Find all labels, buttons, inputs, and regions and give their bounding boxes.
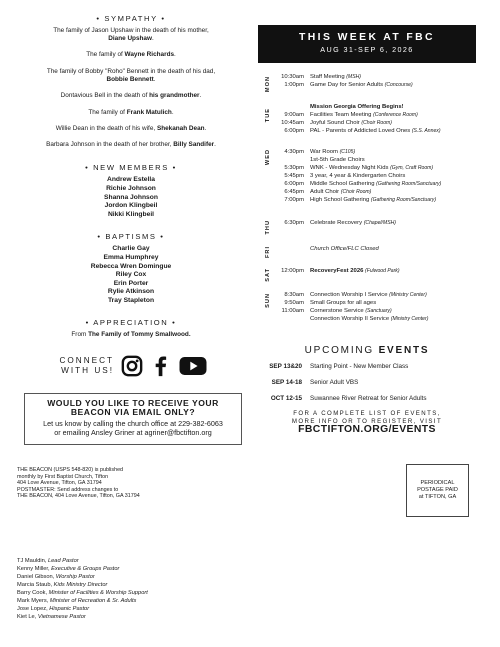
staff-name: Daniel Gibson, (17, 574, 56, 580)
sympathy-item (16, 125, 246, 133)
sympathy-punct: . (151, 35, 154, 42)
staff-name: Kiet Le, (17, 614, 38, 620)
sympathy-title: • SYMPATHY • (96, 14, 166, 23)
staff-item (17, 613, 148, 621)
event-time (274, 157, 310, 164)
sympathy-item (16, 27, 246, 43)
schedule-event (274, 149, 474, 156)
event-time: 6:00pm (284, 128, 304, 134)
email-box-line[interactable]: or emailing Ansley Griner at agriner@fbctifton.org (54, 427, 212, 437)
staff-role: Vietnamese Pastor (37, 614, 86, 620)
sympathy-punct: . (204, 124, 207, 132)
staff-name: TJ Mauldin, (17, 558, 48, 564)
schedule-event (274, 165, 474, 172)
list-item: Shanna Johnson (104, 193, 158, 201)
appreciation-title: • APPRECIATION • (85, 318, 177, 328)
event-time: 9:50am (284, 300, 304, 306)
schedule-event (274, 197, 474, 204)
list-item: Nikki Klingbeil (107, 210, 155, 218)
instagram-icon[interactable] (121, 355, 143, 377)
event-desc: 1st-5th Grade Choirs (310, 157, 365, 163)
sympathy-punct: . (214, 141, 216, 149)
connect-label-line: CONNECT (59, 356, 114, 365)
week-title: THIS WEEK AT FBC (299, 32, 435, 43)
event-location: (Choir Room) (361, 120, 392, 126)
event-desc: PAL - Parents of Addicted Loved Ones (310, 128, 412, 134)
publication-line: POSTMASTER: Send address changes to (17, 486, 119, 493)
upcoming-event: Starting Point - New Member Class (310, 363, 409, 370)
event-time: 6:30pm (284, 220, 304, 226)
event-location: (Ministry Center) (390, 316, 429, 322)
list-item: Richie Johnson (106, 184, 156, 192)
upcoming-item (258, 379, 476, 386)
event-time: 4:30pm (284, 149, 304, 155)
staff-item (17, 557, 148, 565)
postage-line: POSTAGE PAID (417, 487, 458, 493)
event-time: 5:30pm (284, 165, 304, 171)
list-item: Rebecca Wren Domingue (90, 262, 172, 270)
event-time: 5:45pm (284, 173, 304, 179)
list-item: Andrew Estella (107, 176, 155, 184)
event-time: 1:00pm (284, 82, 304, 88)
event-time: 9:00am (284, 112, 304, 118)
day-label-sun: SUN (265, 293, 271, 308)
staff-role: Minister of Recreation & Sr. Adults (49, 598, 137, 604)
event-time: 6:45pm (284, 189, 304, 195)
schedule-event (274, 82, 474, 89)
staff-name: Jose Lopez, (17, 606, 50, 612)
staff-item (17, 581, 148, 589)
event-desc: 3 year, 4 year & Kindergarten Choirs (310, 173, 406, 179)
schedule-event (274, 120, 474, 127)
upcoming-title (258, 345, 476, 356)
staff-role: Lead Pastor (47, 558, 79, 564)
event-location: (Gathering Room/Sanctuary) (370, 197, 437, 203)
sympathy-name: Bobbie Bennett (106, 75, 154, 83)
event-desc: Facilities Team Meeting (310, 112, 374, 118)
schedule-event (274, 268, 474, 275)
sympathy-item (16, 141, 246, 149)
schedule-event (274, 181, 474, 188)
upcoming-date: SEP 13&20 (269, 363, 302, 370)
event-time (274, 246, 310, 253)
staff-item (17, 565, 148, 573)
event-desc: Small Groups for all ages (310, 300, 377, 306)
event-location: Church Office/FLC Closed (310, 246, 379, 252)
list-item: Riley Cox (115, 271, 147, 279)
staff-item (17, 589, 148, 597)
list-item: Rylie Atkinson (107, 288, 155, 296)
email-box-text (25, 419, 241, 437)
event-location: (Gym, Craft Room) (390, 165, 434, 171)
schedule-event (274, 292, 474, 299)
staff-role: Executive & Groups Pastor (51, 566, 120, 572)
sympathy-item (16, 51, 246, 59)
upcoming-date: SEP 14-18 (271, 379, 302, 386)
sympathy-list (16, 27, 246, 149)
event-time: 6:00pm (284, 181, 304, 187)
event-desc: Joyful Sound Choir (310, 120, 362, 126)
day-label-sat: SAT (265, 268, 271, 282)
event-location: (Fulwood Park) (365, 268, 400, 274)
staff-role: Hispanic Pastor (49, 606, 90, 612)
sympathy-text: Dontavious Bell in the death of (60, 92, 150, 100)
event-time: 12:00pm (281, 268, 304, 274)
staff-list (17, 557, 148, 621)
event-desc: Celebrate Recovery (310, 220, 364, 226)
facebook-icon[interactable] (150, 355, 172, 377)
sympathy-punct: . (153, 75, 156, 83)
list-item: Tray Stapleton (107, 296, 155, 304)
event-desc: Cornerstone Service (310, 308, 366, 314)
sympathy-item (16, 109, 246, 117)
event-desc: Staff Meeting (310, 74, 347, 80)
day-label-thu: THU (265, 220, 271, 235)
day-label-fri: FRI (265, 246, 271, 259)
upcoming-title-bold: EVENTS (378, 345, 430, 356)
event-location: (Choir Room) (340, 189, 372, 195)
schedule-event (274, 128, 474, 135)
schedule-event (274, 104, 474, 111)
staff-item (17, 597, 148, 605)
publication-info (17, 467, 197, 500)
event-location: (S.S. Annex) (411, 128, 441, 134)
event-location: (C105) (339, 149, 356, 155)
upcoming-item (258, 363, 476, 370)
publication-line: THE BEACON, 404 Love Avenue, Tifton, GA 31794 (17, 493, 140, 500)
sympathy-punct: . (174, 51, 176, 59)
new-members-title: • NEW MEMBERS • (85, 163, 177, 173)
staff-name: Kenny Miller, (17, 566, 52, 572)
sympathy-text: Willie Dean in the death of his wife, (55, 124, 157, 132)
more-info-line: FOR A COMPLETE LIST OF EVENTS, (293, 410, 441, 417)
appreciation-prefix: From (71, 331, 89, 339)
email-signup-box (24, 393, 242, 445)
upcoming-date: OCT 12-15 (270, 395, 302, 402)
publication-line: THE BEACON (USPS 548-820) is published (17, 467, 124, 473)
staff-role: Worship Pastor (55, 574, 95, 580)
sympathy-item (16, 92, 246, 100)
event-desc: War Room (310, 149, 340, 155)
postage-box (406, 464, 469, 517)
event-location: (Ministry Center) (389, 292, 427, 298)
day-label-tue: TUE (265, 108, 271, 123)
sympathy-text: The family of (88, 108, 127, 116)
event-time: 10:30am (281, 74, 304, 80)
sympathy-name: Diane Upshaw (108, 35, 152, 42)
events-link[interactable]: FBCTIFTON.ORG/EVENTS (298, 424, 436, 436)
sympathy-name: Billy Sandifer (173, 141, 215, 149)
email-box-title: BEACON VIA EMAIL ONLY? (70, 407, 196, 418)
sympathy-text: Barbara Johnson in the death of her brother, (46, 141, 174, 149)
event-desc: Middle School Gathering (310, 181, 377, 187)
youtube-icon[interactable] (179, 355, 207, 377)
schedule (258, 63, 476, 333)
connect-label (58, 356, 114, 376)
upcoming-title-light: UPCOMING (304, 345, 379, 356)
staff-item (17, 605, 148, 613)
email-box-line: Let us know by calling the church office at 229-382-6063 (43, 418, 223, 428)
sympathy-name: Shekanah Dean (156, 124, 205, 132)
sympathy-text: The family of Bobby "Roho" Bennett in the death of his dad, (46, 67, 216, 75)
schedule-event (274, 300, 474, 307)
event-location: (Chapel/MSH) (363, 220, 396, 226)
appreciation-text (16, 331, 246, 339)
event-time: 8:30am (284, 292, 304, 298)
list-item: Erin Porter (113, 279, 149, 287)
schedule-event (274, 157, 474, 164)
event-location: (Gathering Room/Sanctuary) (376, 181, 442, 187)
event-time (274, 316, 310, 323)
schedule-event (274, 220, 474, 227)
event-location: (Concourse) (384, 82, 413, 88)
more-info (258, 410, 476, 434)
event-desc: Mission Georgia Offering Begins! (310, 104, 404, 110)
list-item: Emma Humphrey (103, 253, 159, 261)
postage-line: at TIFTON, GA (418, 494, 457, 500)
schedule-event (274, 246, 474, 253)
event-desc: Connection Worship II Service (310, 316, 391, 322)
schedule-event (274, 74, 474, 81)
sympathy-name: Frank Matulich (126, 108, 172, 116)
left-column (16, 14, 246, 339)
event-time: 10:45am (281, 120, 304, 126)
event-location: (MSH) (346, 74, 361, 80)
schedule-event (274, 189, 474, 196)
baptisms-list (16, 245, 246, 305)
upcoming-event: Senior Adult VBS (310, 379, 359, 386)
event-time: 7:00pm (284, 197, 304, 203)
list-item: Charlie Gay (112, 245, 150, 253)
day-label-wed: WED (265, 149, 271, 166)
baptisms-title: • BAPTISMS • (97, 232, 165, 242)
schedule-event (274, 316, 474, 323)
postage-line: PERIODICAL (420, 480, 455, 486)
event-desc: Adult Choir (310, 189, 341, 195)
event-time: 11:00am (281, 308, 304, 314)
sympathy-punct: . (199, 92, 202, 100)
email-box-title: WOULD YOU LIKE TO RECEIVE YOUR (47, 398, 219, 408)
event-location: (Conference Room) (373, 112, 418, 118)
staff-item (17, 573, 148, 581)
sympathy-punct: . (171, 108, 174, 116)
event-desc: Game Day for Senior Adults (310, 82, 385, 88)
week-dates: AUG 31-SEP 6, 2026 (320, 45, 414, 54)
upcoming-item (258, 395, 476, 402)
event-desc: WNK - Wednesday Night Kids (310, 165, 391, 171)
connect-section (58, 355, 207, 377)
new-members-list (16, 176, 246, 219)
staff-name: Marcia Staub, (17, 582, 54, 588)
connect-label-line: WITH US! (61, 366, 114, 375)
event-desc: High School Gathering (310, 197, 371, 203)
day-label-mon: MON (265, 76, 271, 93)
sympathy-text: The family of (86, 51, 125, 59)
publication-line: 404 Love Avenue, Tifton, GA 31794 (17, 480, 102, 487)
event-desc: RecoveryFest 2026 (310, 268, 366, 274)
schedule-event (274, 173, 474, 180)
staff-name: Mark Myers, (17, 598, 50, 604)
staff-role: Minister of Facilities & Worship Support (48, 590, 148, 596)
schedule-event (274, 308, 474, 315)
staff-role: Kids Ministry Director (53, 582, 108, 588)
more-info-line: MORE INFO OR TO REGISTER, VISIT (291, 417, 443, 425)
sympathy-text: The family of Jason Upshaw in the death of his mother, (53, 27, 209, 34)
sympathy-name: Wayne Richards (124, 51, 175, 59)
sympathy-name: his grandmother (149, 92, 200, 100)
week-banner (258, 25, 476, 63)
list-item: Jordon Klingbeil (104, 202, 158, 210)
sympathy-item (16, 68, 246, 84)
staff-name: Barry Cook, (17, 590, 49, 596)
event-time (274, 104, 310, 111)
upcoming-event: Suwannee River Retreat for Senior Adults (310, 395, 427, 402)
publication-line: monthly by First Baptist Church, Tifton (17, 473, 109, 480)
schedule-event (274, 112, 474, 119)
right-column (258, 25, 476, 333)
event-desc: Connection Worship I Service (310, 292, 390, 298)
appreciation-name: The Family of Tommy Smallwood. (88, 331, 191, 339)
event-location: (Sanctuary) (365, 308, 392, 314)
